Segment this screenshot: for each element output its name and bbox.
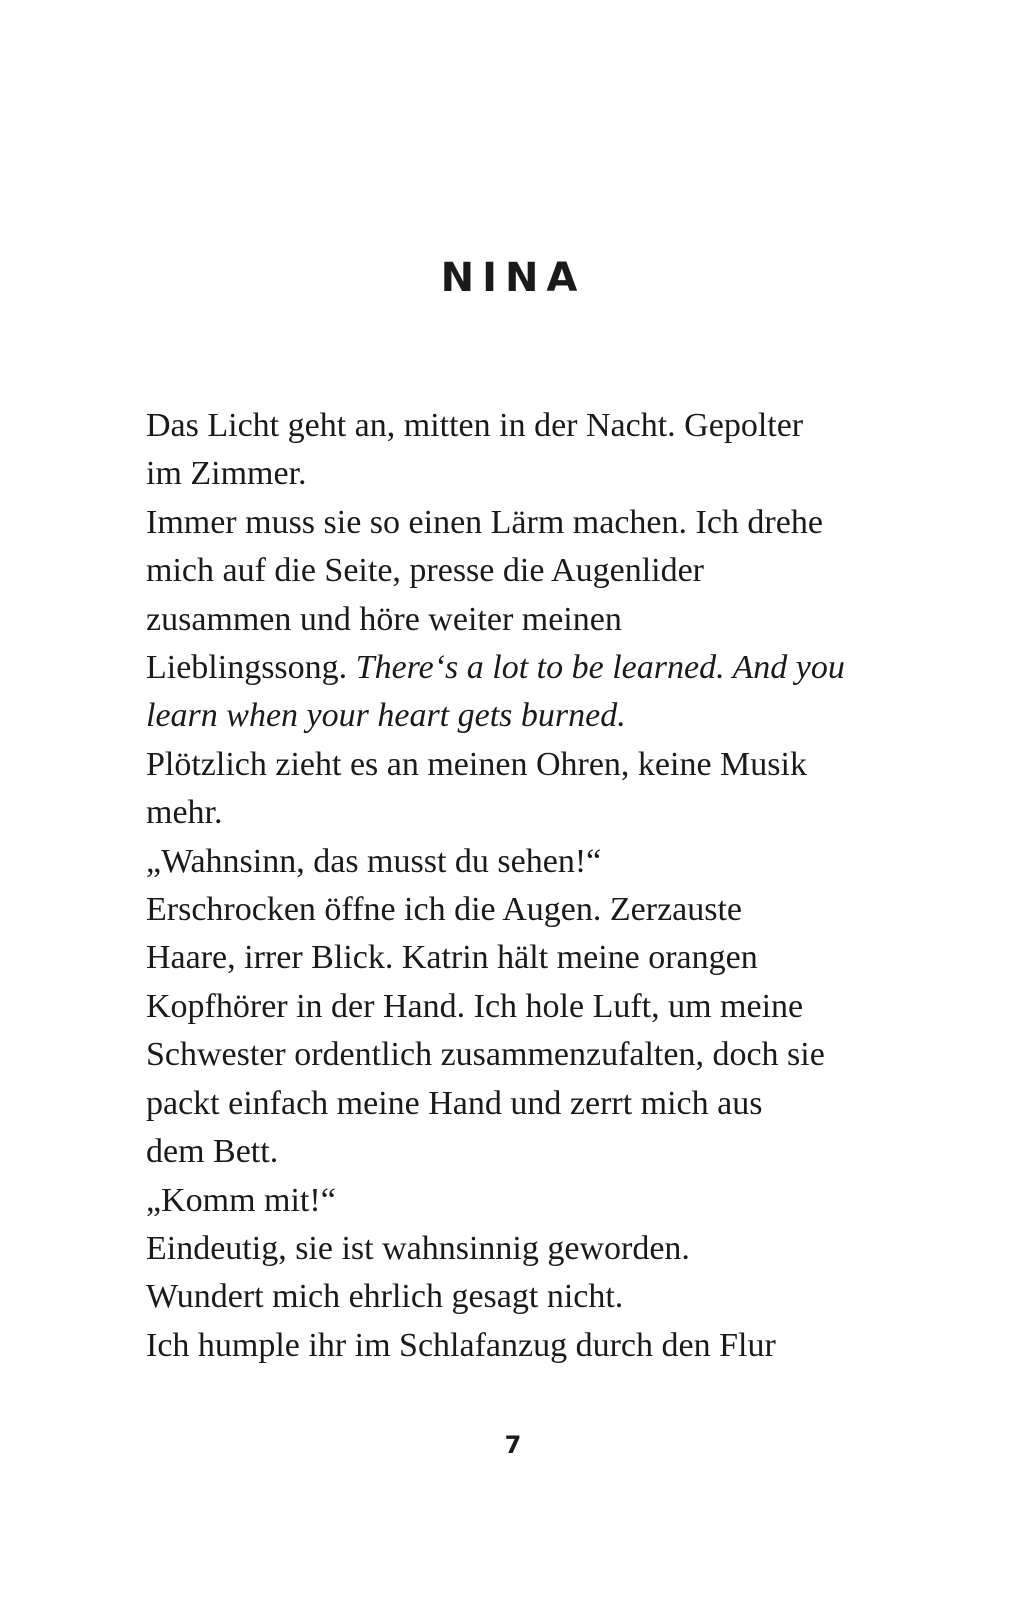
- text-line: Immer muss sie so einen Lärm machen. Ich drehe: [146, 503, 823, 541]
- text-line: Ich humple ihr im Schlafanzug durch den Flur: [146, 1326, 776, 1364]
- song-lyric-segment: There‘s a lot to be learned. And you: [355, 649, 845, 687]
- text-line-mixed: [146, 644, 886, 692]
- text-line: mich auf die Seite, presse die Augenlider: [146, 552, 704, 590]
- text-segment: Lieblingssong.: [146, 649, 348, 687]
- text-line: im Zimmer.: [146, 455, 307, 493]
- song-lyric-line: learn when your heart gets burned.: [146, 697, 626, 735]
- text-line: dem Bett.: [146, 1133, 279, 1171]
- text-line: „Komm mit!“: [146, 1181, 336, 1219]
- text-line: zusammen und höre weiter meinen: [146, 600, 622, 638]
- text-line: Kopfhörer in der Hand. Ich hole Luft, um meine: [146, 987, 804, 1025]
- text-line: „Wahnsinn, das musst du sehen!“: [146, 842, 602, 880]
- page-number: 7: [504, 1431, 522, 1459]
- text-line: mehr.: [146, 794, 223, 832]
- text-line: Das Licht geht an, mitten in der Nacht. Gepolter: [146, 407, 804, 444]
- chapter-title: NINA: [440, 255, 586, 301]
- body-text: [146, 402, 886, 1370]
- text-line: Haare, irrer Blick. Katrin hält meine orangen: [146, 939, 758, 977]
- text-line: Wundert mich ehrlich gesagt nicht.: [146, 1278, 624, 1316]
- text-line: Erschrocken öffne ich die Augen. Zerzauste: [146, 891, 743, 929]
- text-line: Plötzlich zieht es an meinen Ohren, keine Musik: [146, 745, 807, 783]
- text-line: Eindeutig, sie ist wahnsinnig geworden.: [146, 1229, 690, 1267]
- text-line: Schwester ordentlich zusammenzufalten, doch sie: [146, 1036, 825, 1074]
- text-line: packt einfach meine Hand und zerrt mich aus: [146, 1084, 763, 1122]
